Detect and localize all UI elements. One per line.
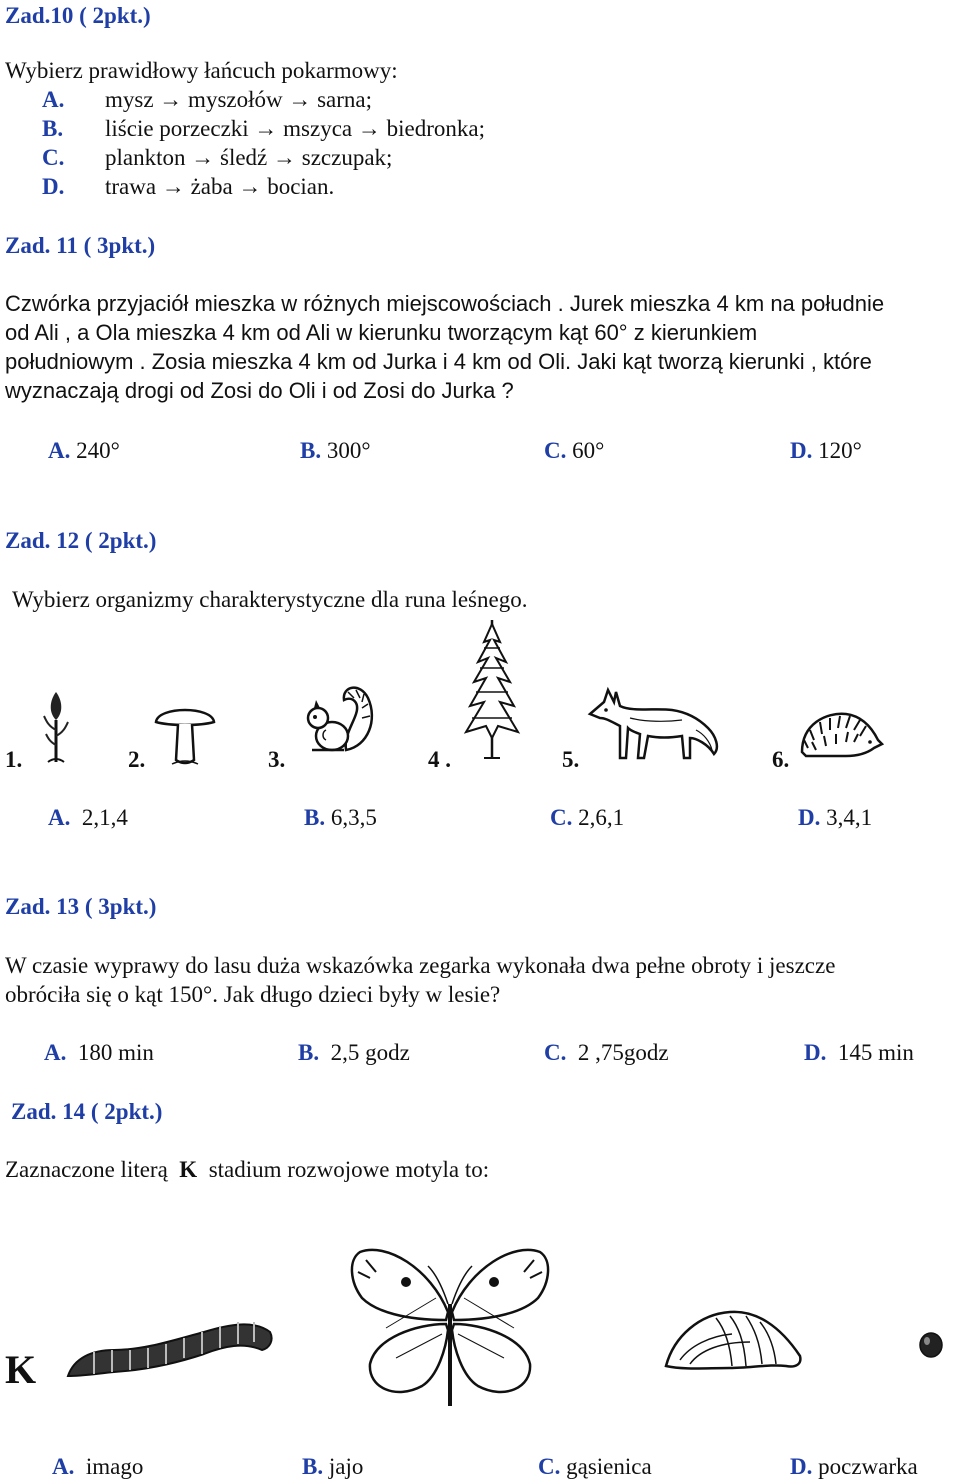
option-text: 2,5 godz: [330, 1040, 410, 1065]
option-letter: A.: [52, 1454, 75, 1479]
option-text: 240°: [76, 438, 120, 463]
zad11-line-4: wyznaczają drogi od Zosi do Oli i od Zosi do Jurka ?: [5, 378, 514, 403]
zad10-option-b-letter: B.: [42, 116, 64, 141]
zad13-option-d: [804, 1041, 914, 1064]
zad14-option-b: [302, 1455, 363, 1478]
zad10-option-c-text: plankton → śledź → szczupak;: [105, 145, 393, 170]
option-text: 3,4,1: [826, 805, 873, 830]
mushroom-icon: [150, 700, 220, 768]
option-text: 2 ,75godz: [577, 1040, 669, 1065]
zad14-title: Zad. 14 ( 2pkt.): [11, 1099, 163, 1124]
zad11-option-b: [300, 439, 371, 462]
option-text: 60°: [572, 438, 605, 463]
zad12-picture-3-number: 3.: [268, 747, 286, 772]
option-text: 300°: [326, 438, 371, 463]
option-letter: A.: [48, 438, 71, 463]
zad11-title: Zad. 11 ( 3pkt.): [5, 233, 156, 258]
butterfly-icon: [346, 1238, 554, 1410]
zad11-option-d: [790, 439, 862, 462]
zad10-option-c-letter: C.: [42, 145, 65, 170]
caterpillar-icon: [64, 1312, 276, 1382]
zad12-title: Zad. 12 ( 2pkt.): [5, 528, 157, 553]
question-letter: K: [179, 1157, 198, 1182]
zad11-line-3: południowym . Zosia mieszka 4 km od Jurka i 4 km od Oli. Jaki kąt tworzą kierunki , które: [5, 349, 872, 374]
zad11-line-1: Czwórka przyjaciół mieszka w różnych miejscowościach . Jurek mieszka 4 km na południe: [5, 291, 885, 316]
hedgehog-icon: [796, 710, 882, 762]
option-text: imago: [85, 1454, 144, 1479]
zad12-question: Wybierz organizmy charakterystyczne dla runa leśnego.: [12, 587, 528, 612]
zad12-picture-2-number: 2.: [128, 747, 146, 772]
zad10-option-a-text: mysz → myszołów → sarna;: [105, 87, 373, 112]
option-letter: B.: [300, 438, 322, 463]
zad13-option-c: [544, 1041, 669, 1064]
egg-icon: [918, 1330, 944, 1360]
squirrel-icon: [298, 680, 380, 762]
option-text: jajo: [328, 1454, 364, 1479]
zad14-question: [5, 1158, 489, 1181]
zad13-option-b: [298, 1041, 410, 1064]
option-text: 2,1,4: [81, 805, 128, 830]
option-letter: D.: [798, 805, 821, 830]
option-text: 145 min: [837, 1040, 914, 1065]
zad11-line-2: od Ali , a Ola mieszka 4 km od Ali w kierunku tworzącym kąt 60° z kierunkiem: [5, 320, 758, 345]
zad10-option-b-text: liście porzeczki → mszyca → biedronka;: [105, 116, 485, 141]
zad12-picture-1-number: 1.: [5, 747, 23, 772]
option-letter: B.: [302, 1454, 324, 1479]
option-text: poczwarka: [818, 1454, 918, 1479]
moss-icon: [38, 690, 74, 765]
option-letter: A.: [44, 1040, 67, 1065]
zad12-option-a: [48, 806, 128, 829]
zad14-option-c: [538, 1455, 652, 1478]
spruce-tree-icon: [462, 618, 522, 766]
zad13-title: Zad. 13 ( 3pkt.): [5, 894, 157, 919]
option-letter: D.: [804, 1040, 827, 1065]
option-text: gąsienica: [566, 1454, 652, 1479]
zad10-option-d-letter: D.: [42, 174, 65, 199]
zad10-option-a-letter: A.: [42, 87, 65, 112]
zad10-title: Zad.10 ( 2pkt.): [5, 3, 151, 28]
option-letter: B.: [298, 1040, 320, 1065]
zad12-picture-6-number: 6.: [772, 747, 790, 772]
zad14-marker-k: K: [5, 1347, 37, 1392]
option-letter: C.: [544, 438, 567, 463]
option-letter: C.: [550, 805, 573, 830]
zad12-option-d: [798, 806, 872, 829]
question-text-before: Zaznaczone literą: [5, 1157, 168, 1182]
option-letter: D.: [790, 438, 813, 463]
option-letter: B.: [304, 805, 326, 830]
zad14-option-a: [52, 1455, 143, 1478]
option-letter: A.: [48, 805, 71, 830]
zad10-option-d-text: trawa → żaba → bocian.: [105, 174, 335, 199]
question-text-after: stadium rozwojowe motyla to:: [208, 1157, 490, 1182]
zad13-line-1: W czasie wyprawy do lasu duża wskazówka zegarka wykonała dwa pełne obroty i jeszcze: [5, 953, 836, 978]
zad13-line-2: obróciła się o kąt 150°. Jak długo dzieci były w lesie?: [5, 982, 501, 1007]
zad12-picture-4-number: 4 .: [428, 747, 451, 772]
zad13-option-a: [44, 1041, 154, 1064]
zad12-option-b: [304, 806, 377, 829]
option-text: 2,6,1: [578, 805, 625, 830]
zad11-option-c: [544, 439, 604, 462]
pupa-icon: [660, 1306, 806, 1372]
zad12-option-c: [550, 806, 624, 829]
zad10-question: Wybierz prawidłowy łańcuch pokarmowy:: [5, 58, 398, 83]
option-text: 180 min: [77, 1040, 154, 1065]
option-letter: C.: [538, 1454, 561, 1479]
option-letter: D.: [790, 1454, 813, 1479]
zad12-picture-5-number: 5.: [562, 747, 580, 772]
fox-icon: [586, 688, 722, 764]
option-text: 120°: [818, 438, 862, 463]
zad11-option-a: [48, 439, 120, 462]
option-letter: C.: [544, 1040, 567, 1065]
zad14-option-d: [790, 1455, 918, 1478]
option-text: 6,3,5: [330, 805, 377, 830]
